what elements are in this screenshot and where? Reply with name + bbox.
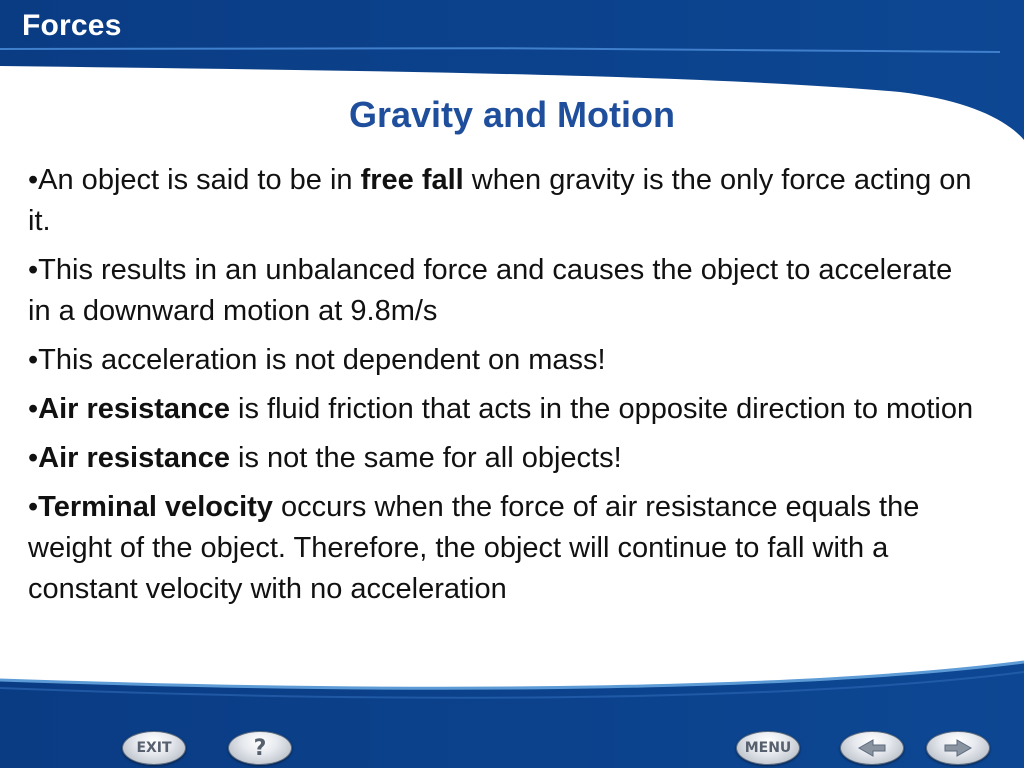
bullet-term: free fall <box>360 164 464 196</box>
bullet-text: is fluid friction that acts in the opposite direction to motion <box>229 393 974 425</box>
slide-content <box>28 160 978 618</box>
bullet-marker: • <box>28 164 39 196</box>
bullet-terminal-velocity <box>28 487 978 610</box>
menu-button[interactable] <box>736 731 800 765</box>
slide-title: Gravity and Motion <box>348 94 676 135</box>
bullet-marker: • <box>28 254 39 286</box>
previous-slide-button[interactable] <box>840 731 904 765</box>
bullet-free-fall <box>28 160 978 242</box>
bullet-marker: • <box>28 442 39 474</box>
question-mark-icon: ? <box>253 735 267 761</box>
bullet-text: This acceleration is not dependent on mass! <box>38 344 606 376</box>
bullet-term: Air resistance <box>38 442 230 474</box>
bullet-text: This results in an unbalanced force and causes the object to accelerate in a downward motion at 9.8m/s <box>28 254 953 327</box>
bullet-term: Terminal velocity <box>38 491 273 523</box>
bullet-air-resistance-definition <box>28 389 978 430</box>
exit-button[interactable] <box>122 731 186 765</box>
menu-button-label: MENU <box>744 740 792 756</box>
bullet-unbalanced-force <box>28 250 978 332</box>
bullet-air-resistance-varies <box>28 438 978 479</box>
chapter-title: Forces <box>22 9 122 42</box>
bullet-text: is not the same for all objects! <box>229 442 622 474</box>
bullet-marker: • <box>28 491 39 523</box>
bullet-marker: • <box>28 344 39 376</box>
bullet-text: An object is said to be in <box>38 164 361 196</box>
bullet-term: Air resistance <box>38 393 230 425</box>
next-slide-button[interactable] <box>926 731 990 765</box>
bullet-mass-independent <box>28 340 978 381</box>
bullet-marker: • <box>28 393 39 425</box>
back-arrow-icon <box>857 739 887 757</box>
exit-button-label: EXIT <box>136 740 172 756</box>
bullet-text: occurs when the force of air resistance equals the weight of the object. Therefore, the object will continue to fall with a constant velocity with no acceleration <box>28 491 920 605</box>
bullet-text: when gravity is the only force acting on it. <box>28 164 972 237</box>
forward-arrow-icon <box>943 739 973 757</box>
help-button[interactable] <box>228 731 292 765</box>
